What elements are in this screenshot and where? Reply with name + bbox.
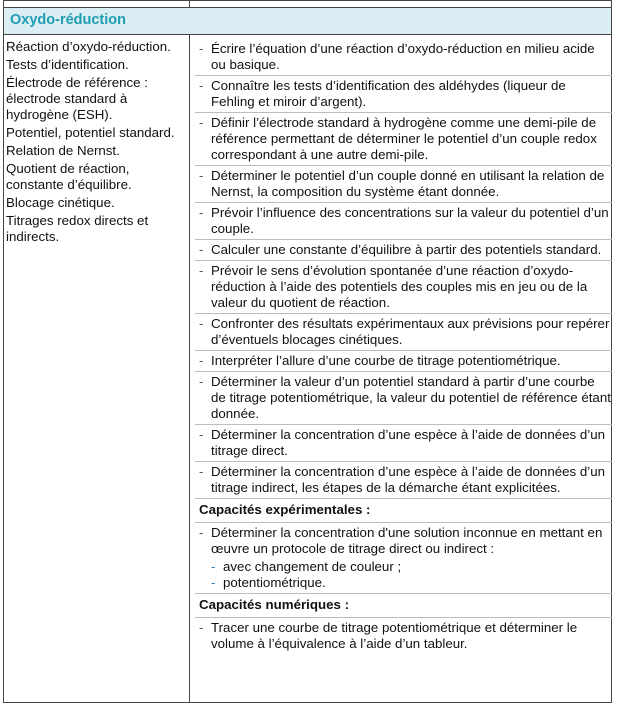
capacite-item: - Déterminer la concentration d’une espèce à l’aide de données d’un titrage indirect, les étapes de la démarche étant explicitées. <box>195 462 612 499</box>
numerique-item: - Tracer une courbe de titrage potentiométrique et déterminer le volume à l’équivalence à l’aide d’un tableur. <box>195 618 612 654</box>
table-frame <box>3 0 612 703</box>
capacite-item: - Déterminer la concentration d’une espèce à l’aide de données d’un titrage direct. <box>195 425 612 462</box>
numeriques-heading: Capacités numériques : <box>195 594 612 618</box>
notion-item: Réaction d’oxydo-réduction. <box>6 39 171 54</box>
column-divider <box>189 35 190 703</box>
capacite-item: - Déterminer la valeur d’un potentiel standard à partir d’une courbe de titrage potentiométrique, la valeur du potentiel de référence étant donnée. <box>195 372 612 425</box>
capacite-item: - Déterminer le potentiel d’un couple donné en utilisant la relation de Nernst, la composition du système étant donnée. <box>195 166 612 203</box>
capacites-column <box>195 39 612 654</box>
notion-item: Blocage cinétique. <box>6 195 115 210</box>
experimentale-subitem: - potentiométrique. <box>195 575 612 591</box>
experimentales-group <box>195 523 612 594</box>
experimentale-item: - Déterminer la concentration d'une solution inconnue en mettant en œuvre un protocole de titrage direct ou indirect : <box>195 523 612 559</box>
notion-item: Électrode de référence : électrode standard à hydrogène (ESH). <box>6 75 148 122</box>
notion-item: Quotient de réaction, constante d’équilibre. <box>6 161 132 192</box>
capacite-item: - Écrire l’équation d’une réaction d’oxydo-réduction en milieu acide ou basique. <box>195 39 612 76</box>
capacite-item: - Calculer une constante d’équilibre à partir des potentiels standard. <box>195 240 612 261</box>
capacite-item: - Connaître les tests d’identification des aldéhydes (liqueur de Fehling et miroir d’argent). <box>195 76 612 113</box>
section-header <box>4 8 611 35</box>
capacite-item: - Prévoir l’influence des concentrations sur la valeur du potentiel d’un couple. <box>195 203 612 240</box>
experimentales-heading: Capacités expérimentales : <box>195 499 612 523</box>
experimentale-subitem: - avec changement de couleur ; <box>195 559 612 575</box>
notion-item: Relation de Nernst. <box>6 143 120 158</box>
previous-row-remnant <box>4 1 611 8</box>
capacite-item: - Définir l’électrode standard à hydrogène comme une demi-pile de référence permettant de déterminer le potentiel d’un couple redox correspondant à une autre demi-pile. <box>195 113 612 166</box>
capacite-item: - Prévoir le sens d’évolution spontanée d’une réaction d’oxydo-réduction à l’aide des potentiels des couples mis en jeu ou de la valeur du quotient de réaction. <box>195 261 612 314</box>
section-title: Oxydo-réduction <box>10 12 127 28</box>
capacite-item: - Confronter des résultats expérimentaux aux prévisions pour repérer d’éventuels blocages cinétiques. <box>195 314 612 351</box>
notions-column <box>6 39 188 247</box>
notion-item: Tests d’identification. <box>6 57 129 72</box>
capacite-item: - Interpréter l’allure d’une courbe de titrage potentiométrique. <box>195 351 612 372</box>
notion-item: Potentiel, potentiel standard. <box>6 125 175 140</box>
notion-item: Titrages redox directs et indirects. <box>6 213 149 244</box>
